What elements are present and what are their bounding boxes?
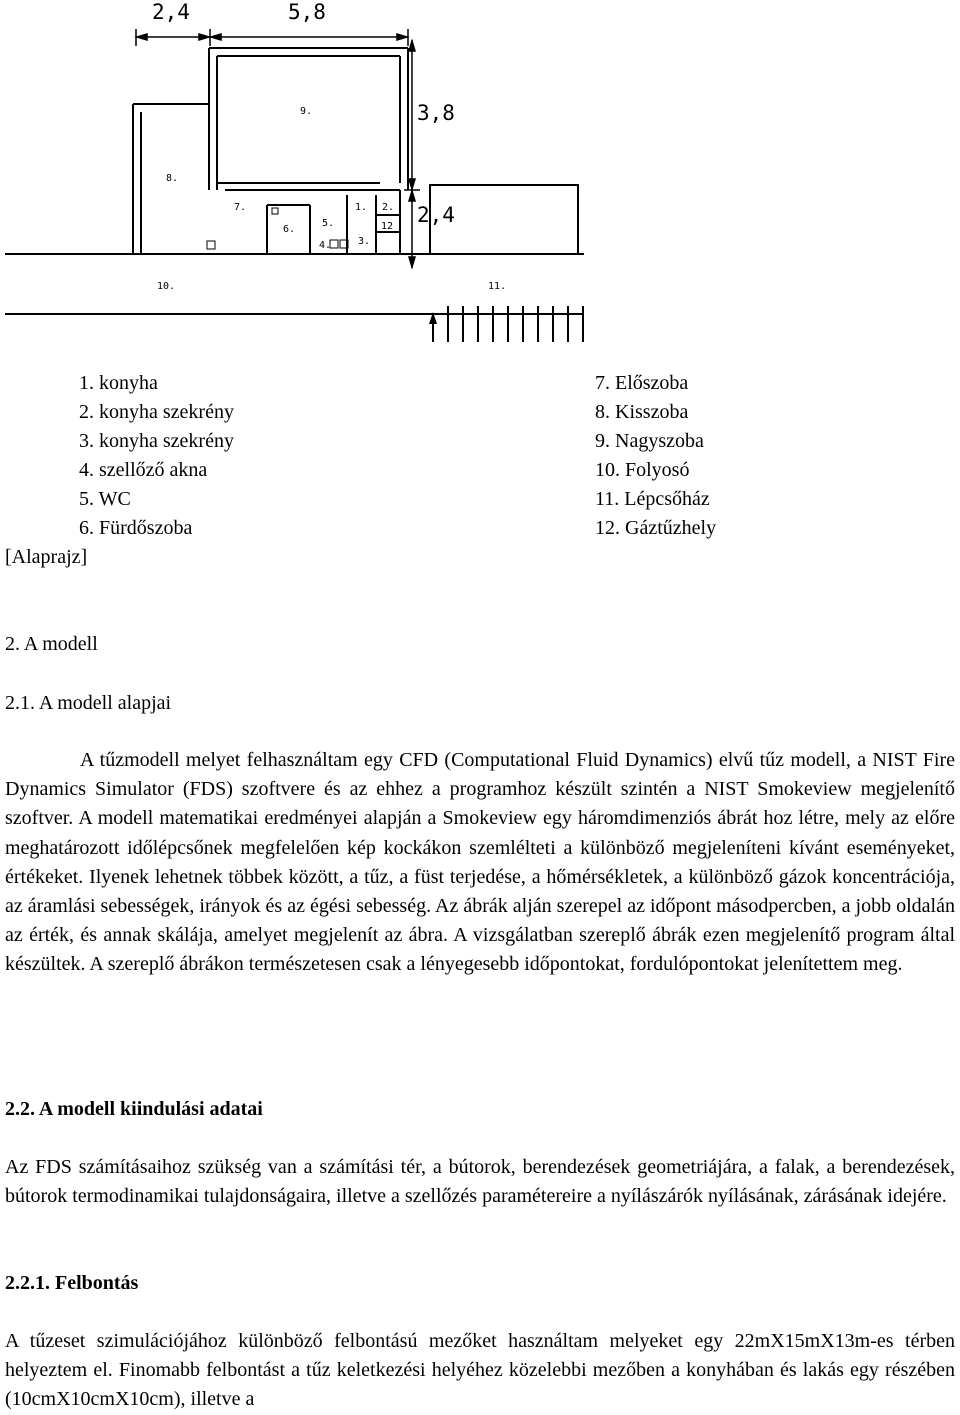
paragraph-rest: A modell matematikai eredményei alapján a Smokeview egy háromdimenziós ábrát hoz létre, mely az előre meghatározott időlépcsőnek megfelelően kép kockákon szemlélteti a különböző megjeleníteni kívánt eseményeket, értékeket. Ilyenek lehetnek többek között, a tűz, a füst terjedése, a hőmérsékletek, a különböző gázok koncentrációja, az áramlási sebességek, irányok és az égési sebesség. Az ábrák alján szerepel az időpont másodpercben, a jobb oldalán az érték, és annak skálája, amelyet megjelenít az ábra. A vizsgálatban szereplő ábrák ezen megjelenítő program által készültek. A szereplő ábrákon természetesen csak a lényegesebb időpontokat, fordulópontokat jelenítettem meg. <box>5 807 955 976</box>
legend-item: 3. konyha szekrény <box>79 430 234 452</box>
section-heading: 2. A modell <box>5 633 98 655</box>
room-number: 1. <box>355 202 368 213</box>
legend-item: 12. Gáztűzhely <box>595 517 717 539</box>
room-number: 10. <box>157 281 176 292</box>
room-number: 9. <box>300 106 313 117</box>
legend-item: 10. Folyosó <box>595 459 690 481</box>
subsection-heading: 2.1. A modell alapjai <box>5 692 172 714</box>
room-number: 11. <box>488 281 507 292</box>
legend-item: 7. Előszoba <box>595 372 689 394</box>
legend-item: 5. WC <box>79 488 131 510</box>
room-number: 12 <box>381 221 394 232</box>
room-number: 5. <box>322 218 335 229</box>
floor-plan-drawing <box>0 0 960 350</box>
body-paragraph: Az FDS számításaihoz szükség van a számítási tér, a bútorok, berendezések geometriájára, a falak, a berendezések, bútorok termodinamikai tulajdonságaira, illetve a szellőzés paramétereire a nyílászárók nyílásának, zárásának idejére. <box>5 1156 955 1208</box>
room-number: 7. <box>234 202 247 213</box>
dimension-label: 2,4 <box>152 0 190 24</box>
room-number: 2. <box>382 202 395 213</box>
subsection-heading: 2.2. A modell kiindulási adatai <box>5 1098 263 1120</box>
body-paragraph: A tűzeset szimulációjához különböző felbontású mezőket használtam melyeket egy 22mX15mX13m-es térben helyeztem el. Finomabb felbontást a tűz keletkezési helyéhez közelebbi mezőben a konyhában és lakás egy részében (10cmX10cmX10cm), illetve a <box>5 1330 955 1411</box>
dimension-label: 2,4 <box>417 203 455 227</box>
dimension-label: 5,8 <box>288 0 326 24</box>
body-paragraph <box>5 746 955 980</box>
legend-item: 8. Kisszoba <box>595 401 689 423</box>
paragraph-lead: A tűzmodell melyet felhasználtam egy CFD (Computational Fluid Dynamics) elvű tűz modell, a NIST Fire Dynamics Simulator (FDS) szoftvere és az ehhez a programhoz készült szintén a NIST Smokeview megjelenítő szoftver. <box>5 749 955 830</box>
room-number: 4. <box>319 240 332 251</box>
legend-item: 1. konyha <box>79 372 158 394</box>
legend-item: 9. Nagyszoba <box>595 430 704 452</box>
legend-item: 4. szellőző akna <box>79 459 208 481</box>
room-number: 8. <box>166 173 179 184</box>
dimension-label: 3,8 <box>417 101 455 125</box>
subsection-heading: 2.2.1. Felbontás <box>5 1272 139 1294</box>
room-number: 6. <box>283 224 296 235</box>
legend-item: 11. Lépcsőház <box>595 488 710 510</box>
legend-item: 6. Fürdőszoba <box>79 517 193 539</box>
room-number: 3. <box>358 236 371 247</box>
legend-item: 2. konyha szekrény <box>79 401 234 423</box>
figure-caption: [Alaprajz] <box>5 546 88 568</box>
